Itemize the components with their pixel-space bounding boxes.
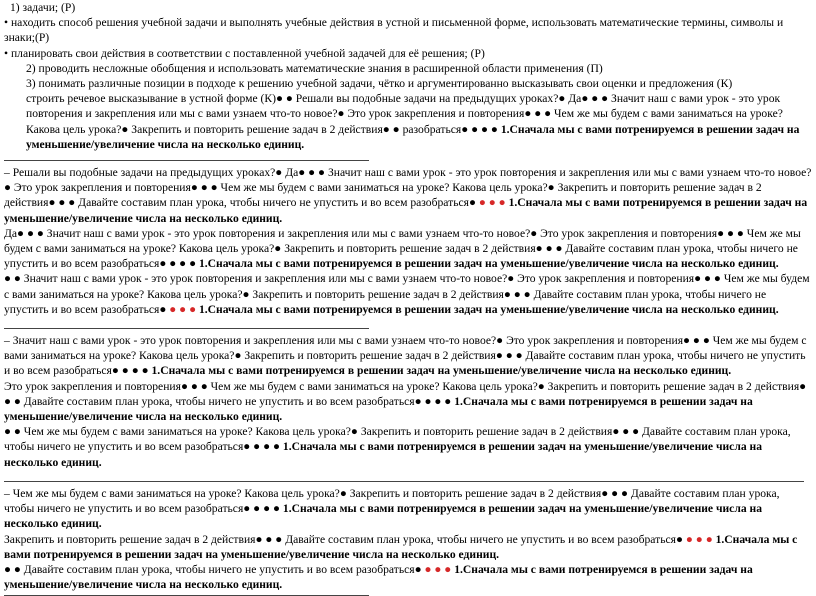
divider-2 [4, 328, 369, 329]
objective-item-4-text: строить речевое высказывание в устной форме (К)● ● Решали вы подобные задачи на предыдущих уроках?● Да● ● ● Значит наш с вами урок - это урок повторения и закрепления или мы с вами узнаем что-то новое?● Это урок закрепления и повторения● ● ● Чем же мы будем с вами заниматься на уроке? Какова цель урока?● Закрепить и повторить решение задач в 2 действия● ● разобраться● ● ● ● [26, 92, 783, 136]
section3-paragraph-3-bold: 1.Сначала мы с вами потренируемся в решении задач на уменьшение/увеличение числа на несколько единиц. [4, 562, 753, 592]
section2-paragraph-3 [4, 424, 812, 470]
section2-paragraph-2-text: Это урок закрепления и повторения● ● ● Чем же мы будем с вами заниматься на уроке? Какова цель урока?● Закрепить и повторить решение задач в 2 действия● ● ● Давайте составим план урока, чтобы ничего не упустить и во всем разобраться● ● ● ● [4, 379, 807, 408]
section3-paragraph-2-bold: 1.Сначала мы с вами потренируемся в решении задач на уменьшение/увеличение числа на несколько единиц. [4, 532, 798, 561]
objective-bullet-2: • планировать свои действия в соответствии с поставленной учебной задачей для её решения; (Р) [4, 46, 485, 60]
section1-paragraph-3-text: ● ● Значит наш с вами урок - это урок повторения и закрепления или мы с вами узнаем что-то новое?● Это урок закрепления и повторения● ● ● Чем же мы будем с вами заниматься на уроке? Какова цель урока?● Закрепить и повторить решение задач в 2 действия● ● ● Давайте составим план урока, чтобы ничего не упустить и во всем разобраться● [4, 272, 810, 316]
section2-paragraph-1-bold: 1.Сначала мы с вами потренируемся в решении задач на уменьшение/увеличение числа на несколько единиц. [151, 364, 732, 378]
section3-paragraph-1-text: – Чем же мы будем с вами заниматься на уроке? Какова цель урока?● Закрепить и повторить решение задач в 2 действия● ● ● Давайте составим план урока, чтобы ничего не упустить и во всем разобраться● ● ● ● [4, 486, 780, 516]
section1-paragraph-3 [4, 271, 812, 317]
section3-paragraph-2-text: Закрепить и повторить решение задач в 2 действия● ● ● Давайте составим план урока, чтобы ничего не упустить и во всем разобраться● [4, 532, 686, 546]
objective-item-3: 3) понимать различные позиции в подходе к решению учебной задачи, чётко и аргументированно высказывать свои оценки и предложения (К) [26, 77, 733, 91]
section3-paragraph-1-bold: 1.Сначала мы с вами потренируемся в решении задач на уменьшение/увеличение числа на несколько единиц. [4, 502, 763, 531]
section1-paragraph-1-bold: 1.Сначала мы с вами потренируемся в решении задач на уменьшение/увеличение числа на несколько единиц. [4, 196, 808, 225]
section1-paragraph-2-text: Да● ● ● Значит наш с вами урок - это урок повторения и закрепления или мы с вами узнаем что-то новое?● Это урок закрепления и повторения● ● ● Чем же мы будем с вами заниматься на уроке? Какова цель урока?● Закрепить и повторить решение задач в 2 действия● ● ● Давайте составим план урока, чтобы ничего не упустить и во всем разобраться● ● ● ● [4, 226, 801, 271]
objectives-section [4, 0, 812, 152]
red-dots: ● ● ● [685, 532, 713, 546]
section2-paragraph-2 [4, 379, 812, 425]
section1-paragraph-1-text: – Решали вы подобные задачи на предыдущих уроках?● Да● ● ● Значит наш с вами урок - это урок повторения и закрепления или мы с вами узнаем что-то новое?● Это урок закрепления и повторения● ● ● Чем же мы будем с вами заниматься на уроке? Какова цель урока?● Закрепить и повторить решение задач в 2 действия● ● ● Давайте составим план урока, чтобы ничего не упустить и во всем разобраться● [4, 166, 812, 210]
objective-item-1: 1) задачи; (Р) [10, 1, 76, 14]
section1-paragraph-3-bold: 1.Сначала мы с вами потренируемся в решении задач на уменьшение/увеличение числа на несколько единиц. [196, 302, 779, 316]
text-section-3 [4, 486, 812, 592]
objective-item-4 [4, 91, 812, 152]
section1-paragraph-2-bold: 1.Сначала мы с вами потренируемся в решении задач на уменьшение/увеличение числа на несколько единиц. [198, 257, 779, 271]
divider-3 [4, 481, 804, 482]
section2-paragraph-3-bold: 1.Сначала мы с вами потренируемся в решении задач на уменьшение/увеличение числа на несколько единиц. [4, 440, 763, 469]
section1-paragraph-1 [4, 165, 812, 226]
section3-paragraph-1 [4, 486, 812, 532]
red-dots: ● ● ● [424, 562, 452, 576]
section2-paragraph-3-text: ● ● Чем же мы будем с вами заниматься на уроке? Какова цель урока?● Закрепить и повторить решение задач в 2 действия● ● ● Давайте составим план урока, чтобы ничего не упустить и во всем разобраться● ● ● ● [4, 425, 791, 454]
objective-item-2: 2) проводить несложные обобщения и использовать математические знания в расширенной области применения (П) [26, 61, 603, 75]
divider-1 [4, 160, 369, 161]
section3-paragraph-3 [4, 562, 812, 592]
text-section-2 [4, 333, 812, 470]
objective-bullet-1: • находить способ решения учебной задачи и выполнять учебные действия в устной и письменной форме, использовать математические термины, символы и знаки;(Р) [4, 16, 784, 45]
red-dots: ● ● ● [478, 196, 506, 210]
section1-paragraph-2 [4, 226, 812, 272]
section2-paragraph-2-bold: 1.Сначала мы с вами потренируемся в решении задач на уменьшение/увеличение числа на несколько единиц. [4, 394, 753, 424]
section2-paragraph-1-text: – Значит наш с вами урок - это урок повторения и закрепления или мы с вами узнаем что-то новое?● Это урок закрепления и повторения● ● ● Чем же мы будем с вами заниматься на уроке? Какова цель урока?● Закрепить и повторить решение задач в 2 действия● ● ● Давайте составим план урока, чтобы ничего не упустить и во всем разобраться● ● ● ● [4, 334, 807, 378]
section3-paragraph-2 [4, 532, 812, 562]
section2-paragraph-1 [4, 333, 812, 379]
text-section-1 [4, 165, 812, 317]
red-dots: ● ● ● [169, 302, 197, 316]
objective-item-4-bold: 1.Сначала мы с вами потренируемся в решении задач на уменьшение/увеличение числа на несколько единиц. [26, 122, 800, 151]
section3-paragraph-3-text: ● ● Давайте составим план урока, чтобы ничего не упустить и во всем разобраться● [4, 562, 425, 576]
